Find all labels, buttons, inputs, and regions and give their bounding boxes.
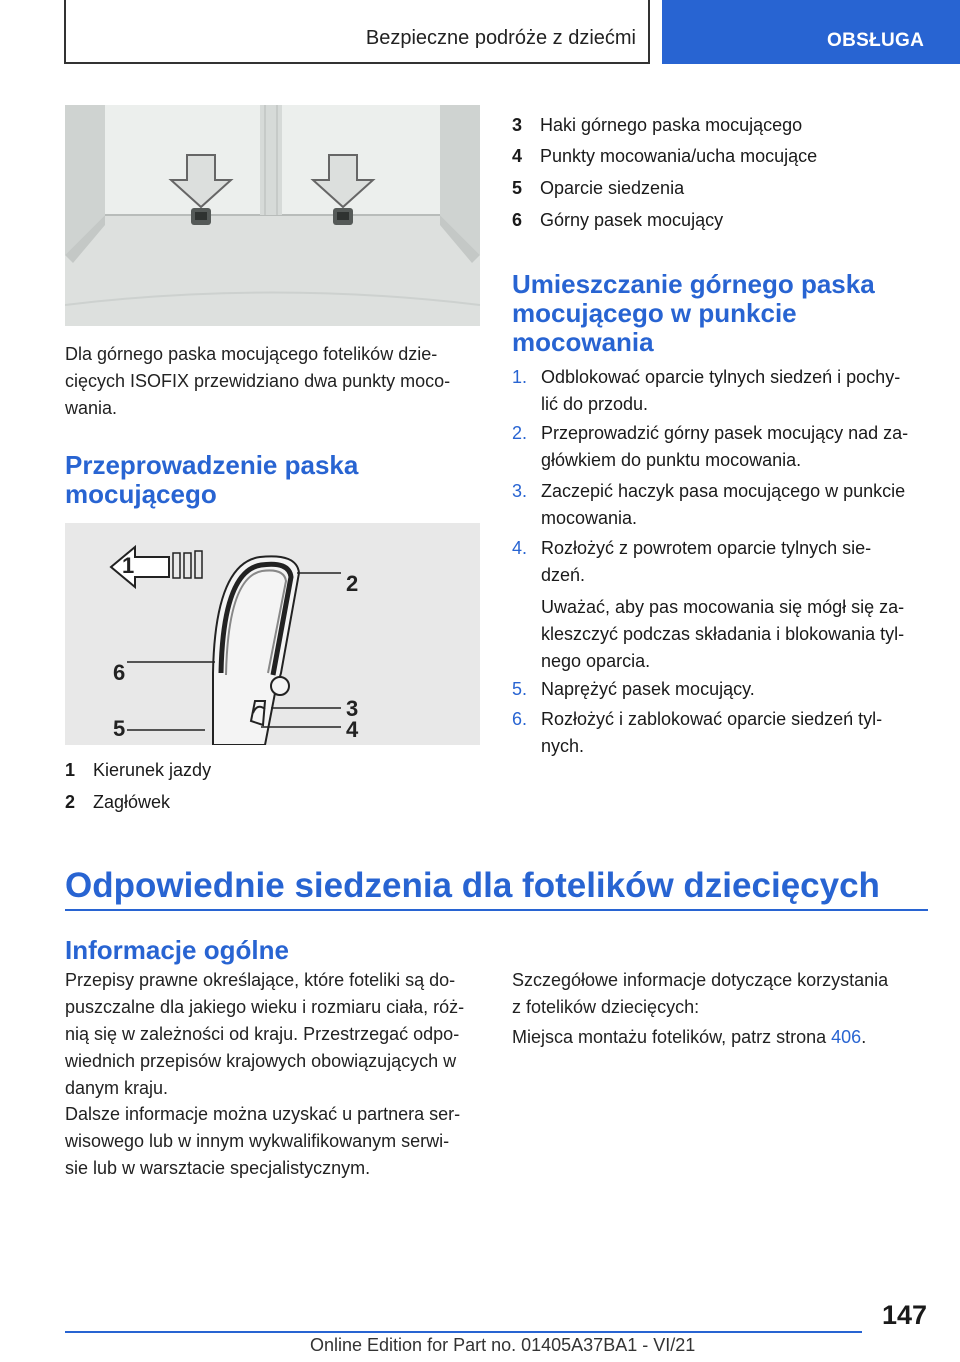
callout-4: 4 (346, 717, 359, 742)
callout-6: 6 (113, 660, 126, 685)
section-divider (65, 909, 928, 911)
footer-divider (65, 1331, 862, 1333)
intro-paragraph: Dla górnego paska mocującego fotelików dzie- cięcych ISOFIX przewidziano dwa punkty moco- wania. (65, 344, 451, 418)
section-title: Odpowiednie siedzenia dla fotelików dziecięcych (65, 866, 880, 905)
chapter-title: Bezpieczne podróże z dziećmi (365, 27, 636, 49)
strap-routing-diagram (65, 523, 480, 745)
page-reference-link[interactable]: 406 (831, 1027, 862, 1047)
header-title-box (64, 0, 650, 64)
subheading-general-info: Informacje ogólne (65, 935, 289, 965)
paragraph-further-info: Dalsze informacje można uzyskać u partnera ser- wisowego lub w innym wykwalifikowanym serwi- sie lub w warsztacie specjalistycznym. (65, 1104, 461, 1178)
section-tab-label: OBSŁUGA (827, 30, 925, 51)
page-number: 147 (881, 1300, 927, 1330)
paragraph-details: Szczegółowe informacje dotyczące korzystania z fotelików dziecięcych: (512, 970, 889, 1017)
callout-3: 3 (346, 696, 359, 721)
edition-footer: Online Edition for Part no. 01405A37BA1 - VI/21 (310, 1335, 696, 1355)
isofix-anchor-photo (65, 105, 480, 326)
heading-routing-strap: Przeprowadzenie paska mocującego (65, 450, 359, 509)
paragraph-regulations: Przepisy prawne określające, które foteliki są do- puszczalne dla jakiego wieku i rozmiaru ciała, róż- nią się w zależności od kraju. Przestrzegać odpo- wiednich przepisów krajowych obowiązujących w danym kraju. (65, 970, 465, 1098)
callout-1: 1 (122, 553, 135, 578)
heading-attach-strap: Umieszczanie górnego paska mocującego w punkcie mocowania (512, 269, 875, 357)
paragraph-mounting-locations: Miejsca montażu fotelików, patrz strona 406. (512, 1027, 867, 1047)
callout-5: 5 (113, 716, 126, 741)
callout-2: 2 (346, 571, 359, 596)
section-tab[interactable] (662, 0, 960, 64)
